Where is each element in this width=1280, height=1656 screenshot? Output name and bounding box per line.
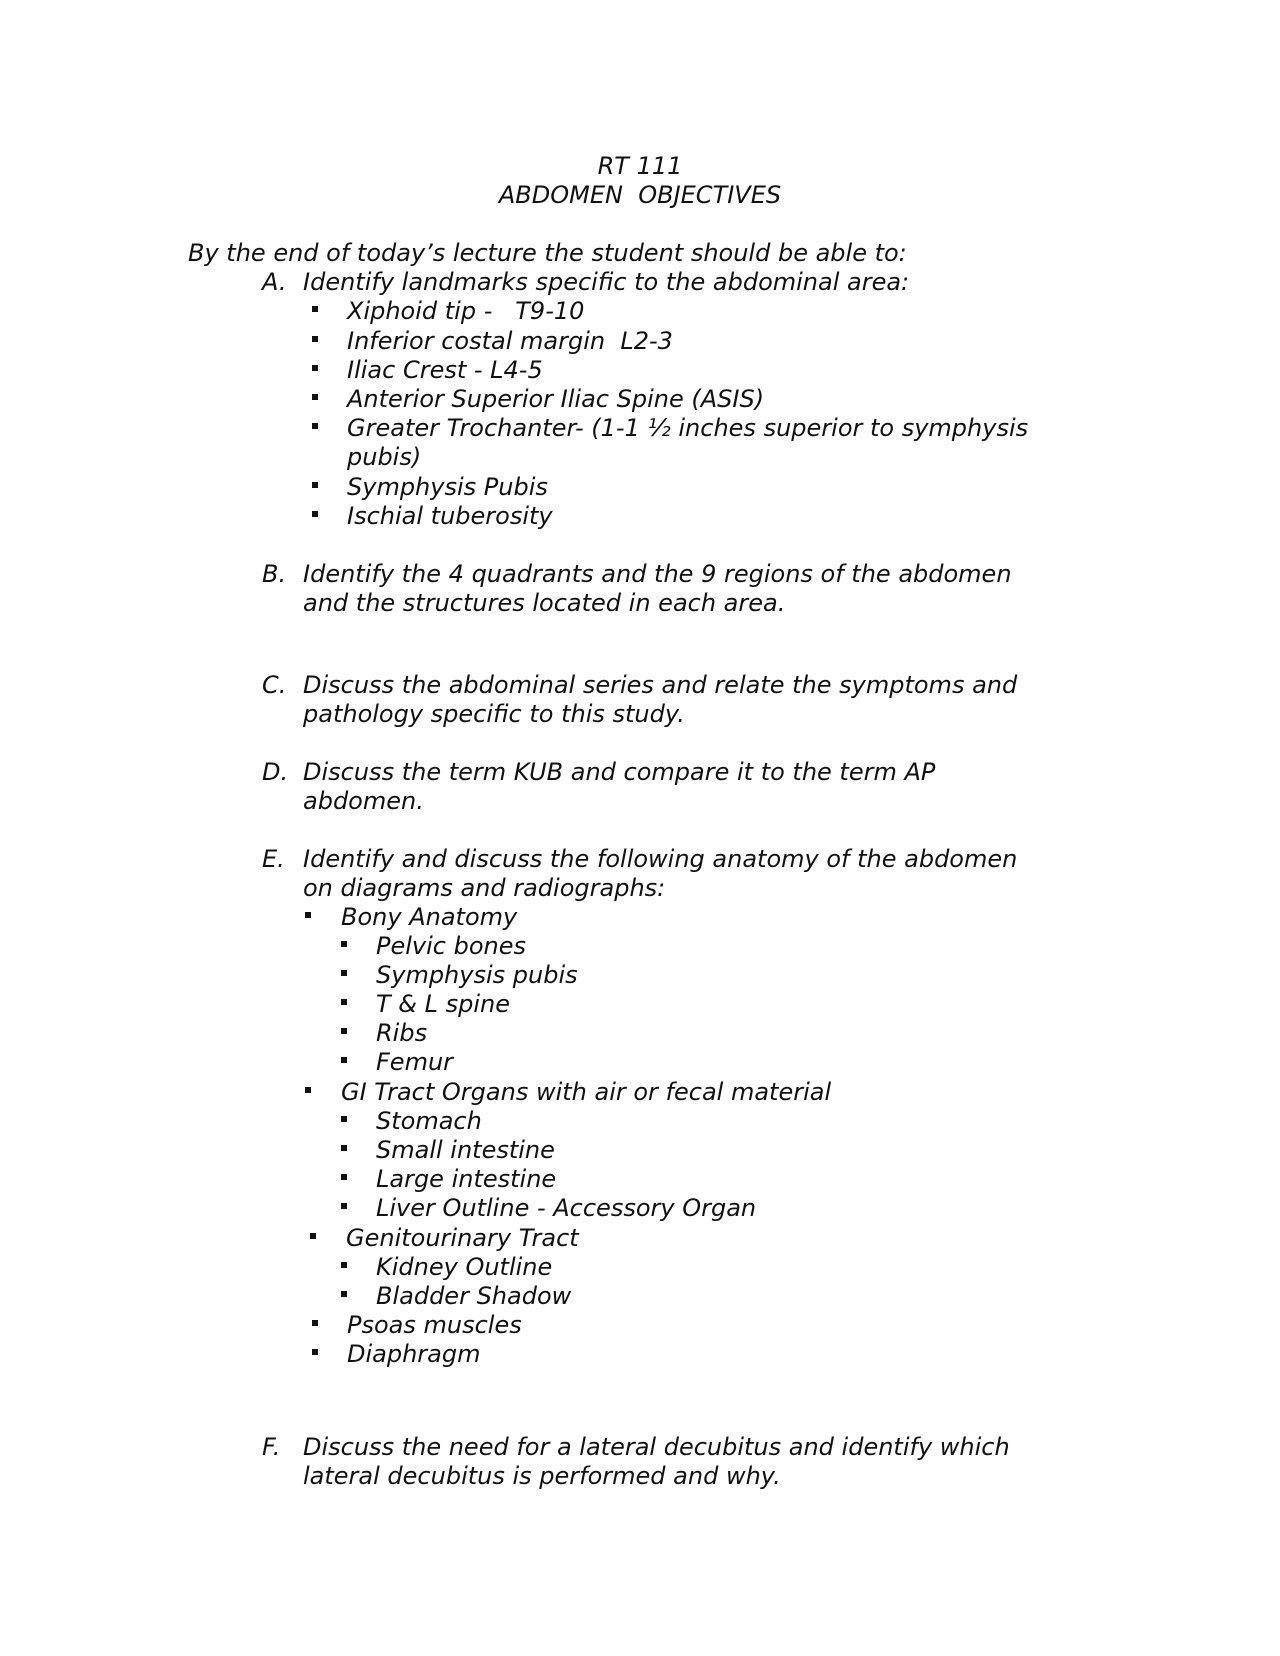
objective-letter-f: F. bbox=[262, 1433, 281, 1461]
anatomy-item: Ribs bbox=[376, 1019, 428, 1047]
landmark-item: Inferior costal margin L2-3 bbox=[347, 327, 673, 355]
objective-letter-d: D. bbox=[262, 758, 289, 786]
anatomy-group-label: Psoas muscles bbox=[347, 1311, 522, 1339]
objective-a-text: Identify landmarks specific to the abdominal area: bbox=[303, 268, 910, 296]
bullet-icon bbox=[305, 1087, 311, 1093]
objective-d-text-continued: abdomen. bbox=[303, 787, 424, 815]
anatomy-item: T & L spine bbox=[376, 990, 511, 1018]
landmark-item: Symphysis Pubis bbox=[347, 473, 548, 501]
landmark-item: Greater Trochanter- (1-1 ½ inches superior to symphysis bbox=[347, 414, 1029, 442]
bullet-icon bbox=[341, 941, 347, 947]
objective-d-text: Discuss the term KUB and compare it to the term AP bbox=[303, 758, 936, 786]
objective-c-text-continued: pathology specific to this study. bbox=[303, 700, 685, 728]
objective-c-text: Discuss the abdominal series and relate the symptoms and bbox=[303, 671, 1018, 699]
bullet-icon bbox=[310, 1233, 316, 1239]
objective-letter-a: A. bbox=[262, 268, 287, 296]
objective-e-text: Identify and discuss the following anatomy of the abdomen bbox=[303, 845, 1018, 873]
bullet-icon bbox=[312, 511, 318, 517]
course-code: RT 111 bbox=[597, 152, 683, 180]
landmark-item: Ischial tuberosity bbox=[347, 502, 553, 530]
bullet-icon bbox=[341, 1145, 347, 1151]
anatomy-item: Pelvic bones bbox=[376, 932, 526, 960]
bullet-icon bbox=[341, 1174, 347, 1180]
bullet-icon bbox=[341, 1203, 347, 1209]
objective-e-text-continued: on diagrams and radiographs: bbox=[303, 874, 666, 902]
anatomy-item: Symphysis pubis bbox=[376, 961, 578, 989]
objective-b-text-continued: and the structures located in each area. bbox=[303, 589, 786, 617]
anatomy-group-label: Diaphragm bbox=[347, 1340, 481, 1368]
bullet-icon bbox=[312, 1320, 318, 1326]
objective-f-text: Discuss the need for a lateral decubitus and identify which bbox=[303, 1433, 1010, 1461]
bullet-icon bbox=[312, 482, 318, 488]
bullet-icon bbox=[312, 306, 318, 312]
bullet-icon bbox=[341, 1291, 347, 1297]
landmark-item-continued: pubis) bbox=[347, 443, 422, 471]
anatomy-group-label: GI Tract Organs with air or fecal material bbox=[341, 1078, 832, 1106]
objective-letter-b: B. bbox=[262, 560, 287, 588]
anatomy-item: Large intestine bbox=[376, 1165, 557, 1193]
anatomy-group-label: Genitourinary Tract bbox=[346, 1224, 579, 1252]
bullet-icon bbox=[305, 912, 311, 918]
landmark-item: Xiphoid tip - T9-10 bbox=[347, 297, 585, 325]
bullet-icon bbox=[341, 999, 347, 1005]
objective-letter-e: E. bbox=[262, 845, 285, 873]
objective-b-text: Identify the 4 quadrants and the 9 regions of the abdomen bbox=[303, 560, 1012, 588]
anatomy-item: Stomach bbox=[376, 1107, 482, 1135]
bullet-icon bbox=[341, 1057, 347, 1063]
bullet-icon bbox=[312, 394, 318, 400]
bullet-icon bbox=[312, 336, 318, 342]
anatomy-item: Small intestine bbox=[376, 1136, 555, 1164]
bullet-icon bbox=[312, 423, 318, 429]
anatomy-item: Bladder Shadow bbox=[376, 1282, 572, 1310]
landmark-item: Anterior Superior Iliac Spine (ASIS) bbox=[347, 385, 765, 413]
bullet-icon bbox=[341, 1028, 347, 1034]
intro-text: By the end of today’s lecture the student should be able to: bbox=[188, 239, 907, 267]
bullet-icon bbox=[312, 1349, 318, 1355]
bullet-icon bbox=[341, 970, 347, 976]
anatomy-group-label: Bony Anatomy bbox=[341, 903, 518, 931]
bullet-icon bbox=[341, 1116, 347, 1122]
document-title: ABDOMEN OBJECTIVES bbox=[498, 181, 782, 209]
bullet-icon bbox=[341, 1262, 347, 1268]
objective-f-text-continued: lateral decubitus is performed and why. bbox=[303, 1462, 781, 1490]
landmark-item: Iliac Crest - L4-5 bbox=[347, 356, 543, 384]
bullet-icon bbox=[312, 365, 318, 371]
anatomy-item: Femur bbox=[376, 1048, 454, 1076]
anatomy-item: Kidney Outline bbox=[376, 1253, 553, 1281]
objective-letter-c: C. bbox=[262, 671, 287, 699]
anatomy-item: Liver Outline - Accessory Organ bbox=[376, 1194, 757, 1222]
